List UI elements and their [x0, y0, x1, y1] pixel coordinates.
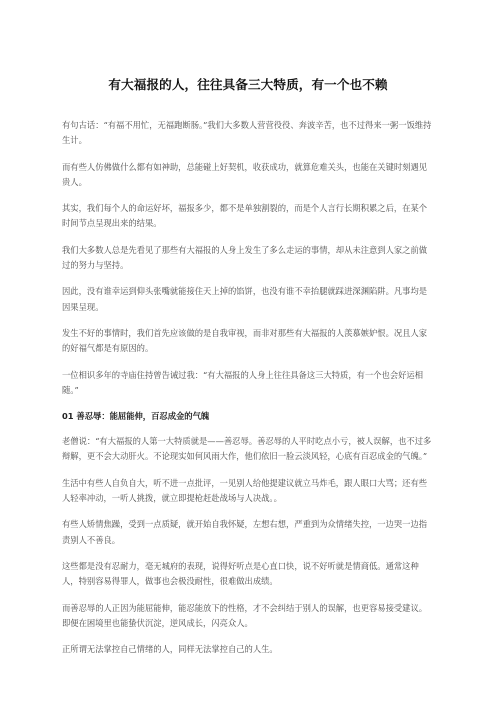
section-paragraph-5: 而善忍辱的人正因为能屈能伸，能忍能放下的性格，才不会纠结于别人的误解，也更容易接受建议。即便在困境里也能蛰伏沉淀，逆风成长，闪亮众人。 [62, 602, 428, 628]
paragraph-3: 其实，我们每个人的命运好坏，福报多少，都不是单独割裂的，而是个人言行长期积累之后，在某个时间节点呈现出来的结果。 [62, 203, 428, 229]
section-paragraph-3: 有些人矫情焦躁，受到一点质疑，就开始自我怀疑，左想右想，严重到为众情绪失控，一边哭一边指责别人不善良。 [62, 519, 428, 545]
paragraph-5: 因此，没有谁幸运到仰头张嘴就能接住天上掉的馅饼，也没有谁不幸抬腿就踩进深渊陷阱。凡事均是因果呈现。 [62, 286, 428, 312]
section-paragraph-4: 这些都是没有忍耐力，毫无城府的表现，说得好听点是心直口快，说不好听就是情商低。通常这种人，特别容易得罪人，做事也会极没耐性，很难做出成绩。 [62, 560, 419, 587]
article-title: 有大福报的人，往往具备三大特质，有一个也不赖 [108, 77, 388, 92]
paragraph-2: 而有些人仿佛做什么都有如神助，总能碰上好契机，收获成功，就算危难关头，也能在关键时刻遇见贵人。 [62, 161, 428, 187]
section-paragraph-2: 生活中有些人自负自大，听不进一点批评，一见别人给他提建议就立马炸毛，跟人眼口大骂；还有些人轻率冲动，一听人挑拨，就立即提枪赶赴战场与人决战。。 [62, 477, 428, 504]
section-heading: 01 善忍辱：能屈能伸，百忍成金的气魄 [62, 411, 210, 422]
section-paragraph-1: 老僧说：“有大福报的人第一大特质就是——善忍辱。善忍辱的人平时吃点小亏，被人误解，也不过多辩解，更不会大动肝火。不论现实如何风雨大作，他们依旧一脸云淡风轻，心底有百忍成金的气魄。” [62, 436, 432, 462]
paragraph-1: 有句古话：“有福不用忙，无福跑断肠。”我们大多数人营营役役、奔波辛苦，也不过得来一粥一饭维持生计。 [62, 120, 432, 146]
paragraph-7: 一位相识多年的寺庙住持曾告诫过我：“有大福报的人身上往往具备这三大特质，有一个也会好运相随。” [62, 369, 424, 395]
paragraph-4: 我们大多数人总是先看见了那些有大福报的人身上发生了多么走运的事情，却从未注意到人家之前做过的努力与坚持。 [62, 244, 428, 271]
paragraph-6: 发生不好的事情时，我们首先应该做的是自我审视，而非对那些有大福报的人羡慕嫉妒恨。况且人家的好福气都是有原因的。 [62, 327, 428, 354]
section-paragraph-6: 正所谓无法掌控自己情绪的人，同样无法掌控自己的人生。 [62, 644, 278, 655]
document-page [62, 0, 434, 668]
article-body [62, 118, 434, 657]
